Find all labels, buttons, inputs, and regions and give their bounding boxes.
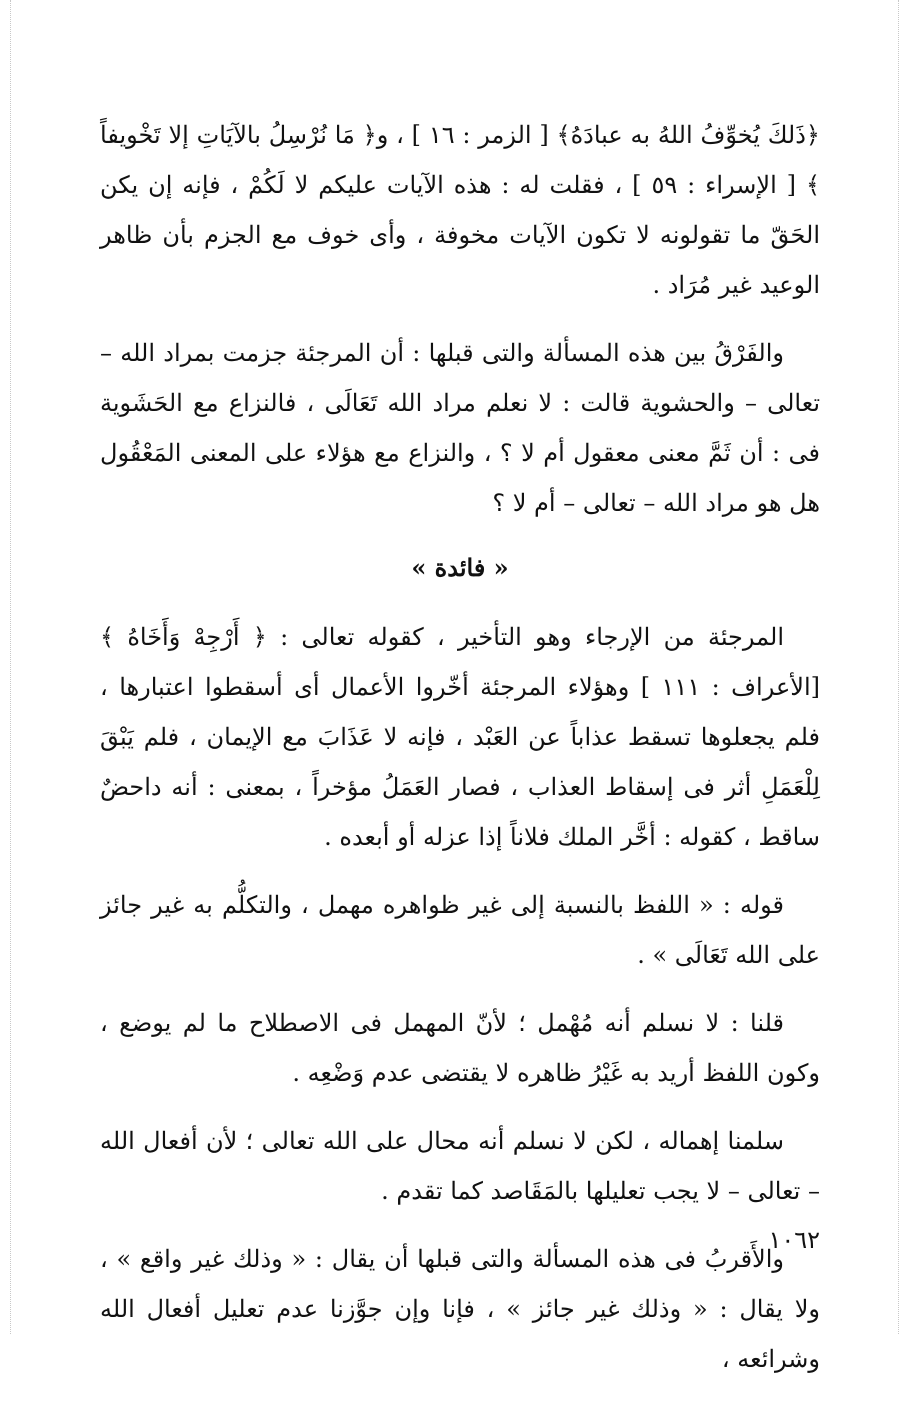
paragraph-quote: قوله : « اللفظ بالنسبة إلى غير ظواهره مهمل ، والتكلُّم به غير جائز على الله تَعَالَى » . [100, 891, 820, 969]
page-body [100, 110, 820, 1402]
page-guide-right [898, 0, 899, 1334]
section-heading: « فائدة » [411, 553, 509, 582]
paragraph-difference: والفَرْقُ بين هذه المسألة والتى قبلها : أن المرجئة جزمت بمراد الله – تعالى – والحشوية قالت : لا نعلم مراد الله تَعَالَى ، فالنزاع مع الحَشَوية فى : أن ثَمَّ معنى معقول أم لا ؟ ، والنزاع مع هؤلاء على المعنى المَعْقُول هل هو مراد الله – تعالى – أم لا ؟ [100, 339, 820, 517]
paragraph-quran-verses: ﴿ذَلكَ يُخوِّفُ اللهُ به عبادَهُ﴾ [ الزمر : ١٦ ] ، و﴿ مَا نُرْسِلُ بالآيَاتِ إلا تَخْويفاً ﴾ [ الإسراء : ٥٩ ] ، فقلت له : هذه الآيات عليكم لا لَكُمْ ، فإنه إن يكن الحَقّ ما تقولونه لا تكون الآيات مخوفة ، وأى خوف مع الجزم بأن ظاهر الوعيد غير مُرَاد . [100, 121, 821, 299]
page-number: ١٠٦٢ [768, 1226, 820, 1254]
page-guide-left [10, 0, 11, 1334]
paragraph-concession: سلمنا إهماله ، لكن لا نسلم أنه محال على الله تعالى ؛ لأن أفعال الله – تعالى – لا يجب تعليلها بالمَقَاصد كما تقدم . [100, 1127, 820, 1205]
paragraph-reply: قلنا : لا نسلم أنه مُهْمل ؛ لأنّ المهمل فى الاصطلاح ما لم يوضع ، وكون اللفظ أريد به غَيْرُ ظاهره لا يقتضى عدم وَضْعِه . [100, 1009, 820, 1087]
paragraph-murjia-definition: المرجئة من الإرجاء وهو التأخير ، كقوله تعالى : ﴿ أَرْجِهْ وَأَخَاهُ ﴾ [الأعراف : ١١١ ] وهؤلاء المرجئة أخّروا الأعمال أى أسقطوا اعتبارها ، فلم يجعلوها تسقط عذاباً عن العَبْد ، فإنه لا عَذَابَ مع الإيمان ، فلم يَبْقَ لِلْعَمَلِ أثر فى إسقاط العذاب ، فصار العَمَلُ مؤخراً ، بمعنى : أنه داحضٌ ساقط ، كقوله : أخَّر الملك فلاناً إذا عزله أو أبعده . [100, 623, 821, 851]
paragraph-closest-view: والأَقربُ فى هذه المسألة والتى قبلها أن يقال : « وذلك غير واقع » ، ولا يقال : « وذلك غير جائز » ، فإنا وإن جوَّزنا عدم تعليل أفعال الله وشرائعه ، [100, 1245, 820, 1373]
